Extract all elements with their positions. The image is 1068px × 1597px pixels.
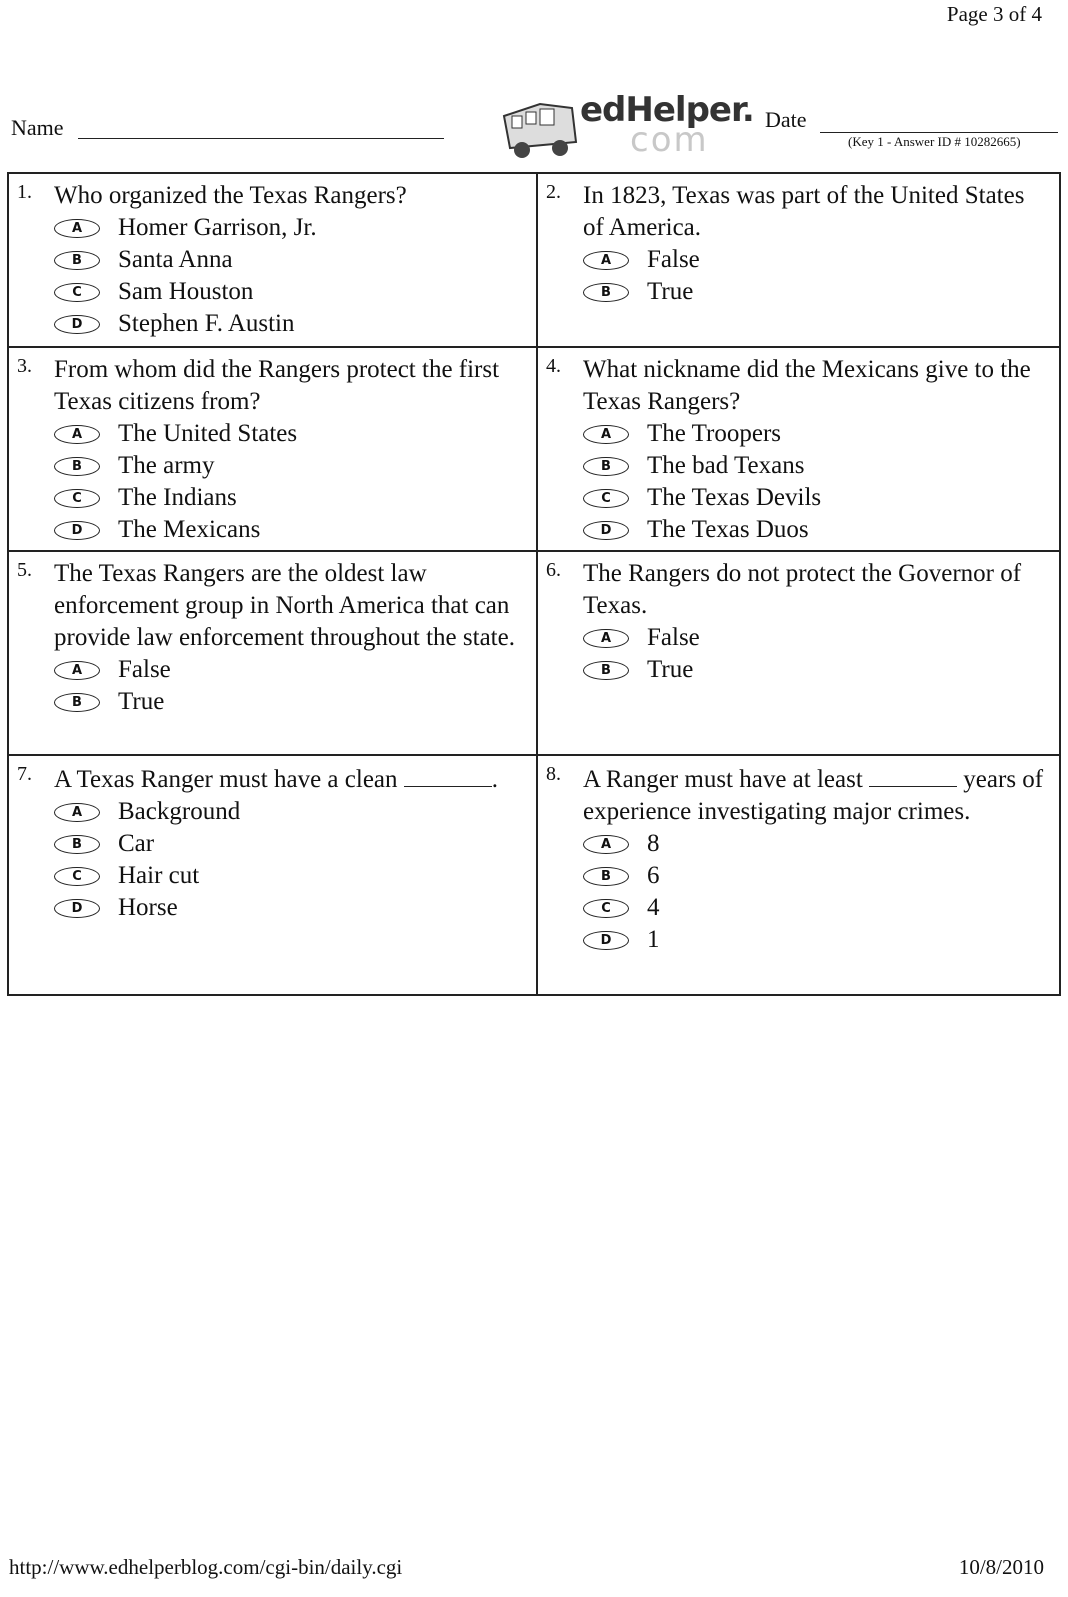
answer-bubble[interactable]: B <box>54 835 100 854</box>
answer-bubble[interactable]: C <box>583 899 629 918</box>
answer-option[interactable] <box>583 924 1051 956</box>
answer-bubble[interactable]: B <box>583 867 629 886</box>
answer-options <box>54 654 528 718</box>
question-number: 6. <box>546 559 561 581</box>
option-text: Hair cut <box>118 862 200 889</box>
edhelper-logo <box>500 90 754 168</box>
option-text: The Troopers <box>647 420 782 447</box>
option-text: True <box>647 656 694 683</box>
answer-bubble[interactable]: A <box>583 629 629 648</box>
answer-bubble[interactable]: A <box>583 251 629 270</box>
answer-option[interactable] <box>54 450 528 482</box>
question-text-before: A Ranger must have at least <box>583 766 863 793</box>
answer-bubble[interactable]: B <box>583 661 629 680</box>
answer-options <box>583 418 1051 546</box>
answer-option[interactable] <box>54 244 528 276</box>
fill-in-blank <box>869 762 957 787</box>
answer-bubble[interactable]: D <box>54 521 100 540</box>
question-number: 8. <box>546 763 561 785</box>
option-text: The bad Texans <box>647 452 805 479</box>
answer-options <box>54 418 528 546</box>
option-text: Horse <box>118 894 178 921</box>
answer-option[interactable] <box>583 892 1051 924</box>
answer-option[interactable] <box>54 418 528 450</box>
option-text: 1 <box>647 926 660 953</box>
date-label: Date <box>765 107 807 132</box>
question-text: From whom did the Rangers protect the first Texas citizens from? <box>54 356 500 415</box>
question-text: In 1823, Texas was part of the United States of America. <box>583 182 1025 241</box>
option-text: Santa Anna <box>118 246 233 273</box>
option-text: Car <box>118 830 155 857</box>
option-text: False <box>647 624 700 651</box>
question-3 <box>9 348 538 552</box>
answer-option[interactable] <box>54 828 528 860</box>
answer-option[interactable] <box>54 514 528 546</box>
answer-bubble[interactable]: A <box>54 219 100 238</box>
question-7 <box>9 756 538 994</box>
answer-bubble[interactable]: A <box>54 425 100 444</box>
name-blank-line <box>78 138 444 139</box>
option-text: Homer Garrison, Jr. <box>118 214 317 241</box>
question-8 <box>538 756 1059 994</box>
question-5 <box>9 552 538 756</box>
option-text: The Mexicans <box>118 516 261 543</box>
question-1 <box>9 174 538 348</box>
option-text: False <box>647 246 700 273</box>
question-text-after: . <box>491 766 499 793</box>
answer-options <box>54 212 528 340</box>
option-text: The United States <box>118 420 298 447</box>
answer-option[interactable] <box>583 244 1051 276</box>
answer-bubble[interactable]: A <box>54 661 100 680</box>
question-number: 1. <box>17 181 32 203</box>
answer-bubble[interactable]: B <box>583 457 629 476</box>
answer-bubble[interactable]: D <box>54 899 100 918</box>
answer-options <box>54 796 528 924</box>
option-text: The army <box>118 452 215 479</box>
question-text: Who organized the Texas Rangers? <box>54 182 407 209</box>
question-4 <box>538 348 1059 552</box>
answer-option[interactable] <box>54 308 528 340</box>
answer-option[interactable] <box>583 654 1051 686</box>
answer-bubble[interactable]: B <box>54 457 100 476</box>
answer-option[interactable] <box>583 514 1051 546</box>
answer-bubble[interactable]: D <box>583 521 629 540</box>
question-number: 2. <box>546 181 561 203</box>
answer-option[interactable] <box>54 686 528 718</box>
option-text: Background <box>118 798 241 825</box>
question-text-after: years of experience investigating major crimes. <box>583 766 1044 825</box>
question-number: 5. <box>17 559 32 581</box>
answer-bubble[interactable]: B <box>583 283 629 302</box>
answer-option[interactable] <box>583 860 1051 892</box>
name-label: Name <box>11 115 64 140</box>
page-number: Page 3 of 4 <box>946 2 1042 26</box>
answer-bubble[interactable]: C <box>54 489 100 508</box>
option-text: 6 <box>647 862 660 889</box>
question-6 <box>538 552 1059 756</box>
footer-url[interactable]: http://www.edhelperblog.com/cgi-bin/daily.cgi <box>9 1555 403 1579</box>
option-text: The Indians <box>118 484 237 511</box>
answer-bubble[interactable]: B <box>54 251 100 270</box>
question-text <box>54 762 528 796</box>
answer-bubble[interactable]: D <box>54 315 100 334</box>
answer-bubble[interactable]: A <box>54 803 100 822</box>
answer-bubble[interactable]: C <box>54 867 100 886</box>
option-text: True <box>647 278 694 305</box>
question-number: 7. <box>17 763 32 785</box>
answer-bubble[interactable]: A <box>583 835 629 854</box>
question-2 <box>538 174 1059 348</box>
fill-in-blank <box>404 762 492 787</box>
answer-option[interactable] <box>583 276 1051 308</box>
logo-text: edHelper. <box>580 90 754 130</box>
question-grid <box>7 172 1061 996</box>
answer-bubble[interactable]: C <box>583 489 629 508</box>
question-number: 4. <box>546 355 561 377</box>
footer-date: 10/8/2010 <box>958 1555 1044 1579</box>
option-text: The Texas Duos <box>647 516 809 543</box>
question-text: The Texas Rangers are the oldest law enforcement group in North America that can provide law enforcement throughout the state. <box>54 560 515 651</box>
option-text: False <box>118 656 171 683</box>
option-text: True <box>118 688 165 715</box>
option-text: 8 <box>647 830 660 857</box>
option-text: The Texas Devils <box>647 484 822 511</box>
option-text: Stephen F. Austin <box>118 310 295 337</box>
answer-option[interactable] <box>54 860 528 892</box>
school-bus-icon <box>500 98 580 162</box>
answer-options <box>583 828 1051 956</box>
question-number: 3. <box>17 355 32 377</box>
answer-options <box>583 622 1051 686</box>
answer-options <box>583 244 1051 308</box>
answer-bubble[interactable]: C <box>54 283 100 302</box>
answer-option[interactable] <box>54 276 528 308</box>
question-text: What nickname did the Mexicans give to the Texas Rangers? <box>583 356 1031 415</box>
answer-option[interactable] <box>583 622 1051 654</box>
answer-bubble[interactable]: A <box>583 425 629 444</box>
logo-domain: com <box>630 120 709 160</box>
question-text: The Rangers do not protect the Governor of Texas. <box>583 560 1022 619</box>
answer-option[interactable] <box>583 482 1051 514</box>
answer-option[interactable] <box>583 418 1051 450</box>
answer-bubble[interactable]: D <box>583 931 629 950</box>
answer-key-id: (Key 1 - Answer ID # 10282665) <box>848 134 1021 149</box>
answer-option[interactable] <box>54 482 528 514</box>
answer-option[interactable] <box>54 654 528 686</box>
option-text: Sam Houston <box>118 278 254 305</box>
answer-option[interactable] <box>54 892 528 924</box>
date-blank-line <box>820 132 1058 133</box>
answer-option[interactable] <box>583 828 1051 860</box>
answer-option[interactable] <box>54 212 528 244</box>
question-text <box>583 762 1051 828</box>
question-text-before: A Texas Ranger must have a clean <box>54 766 398 793</box>
answer-option[interactable] <box>54 796 528 828</box>
answer-bubble[interactable]: B <box>54 693 100 712</box>
option-text: 4 <box>647 894 660 921</box>
answer-option[interactable] <box>583 450 1051 482</box>
